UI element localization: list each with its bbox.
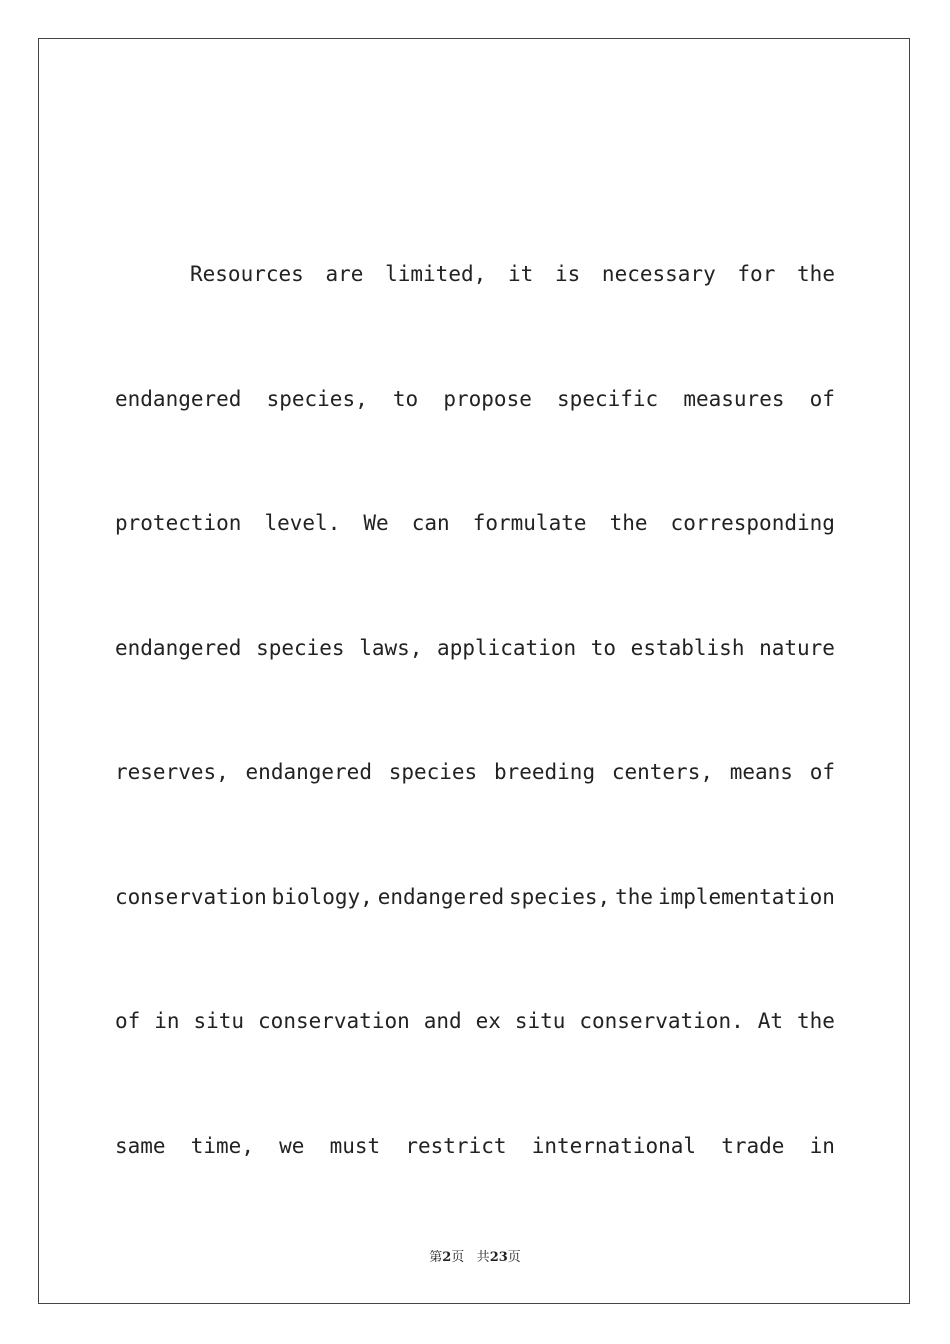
word: species xyxy=(388,760,478,784)
text-line xyxy=(115,633,835,663)
word: centers, xyxy=(611,760,713,784)
word: in xyxy=(809,1134,835,1158)
word: conservation xyxy=(115,885,267,909)
word: level. xyxy=(264,511,341,535)
word: conservation xyxy=(258,1009,410,1033)
footer-page-suffix: 页 xyxy=(451,1250,465,1265)
word: species, xyxy=(509,885,611,909)
word: endangered xyxy=(115,636,242,660)
text-line xyxy=(115,259,835,289)
word: and xyxy=(423,1009,462,1033)
footer-total-pages: 23 xyxy=(489,1250,508,1265)
text-line xyxy=(115,384,835,414)
word: of xyxy=(809,387,835,411)
footer-total-suffix: 页 xyxy=(507,1250,521,1265)
word: international xyxy=(531,1134,697,1158)
word: conservation. xyxy=(579,1009,744,1033)
word: are xyxy=(325,262,364,286)
word: formulate xyxy=(472,511,587,535)
word: trade xyxy=(721,1134,785,1158)
word: specific xyxy=(557,387,659,411)
footer-page-prefix: 第 xyxy=(429,1250,443,1265)
word: nature xyxy=(759,636,835,660)
word: means xyxy=(729,760,793,784)
word: must xyxy=(329,1134,381,1158)
word: ex xyxy=(475,1009,501,1033)
word: implementation xyxy=(657,885,835,909)
word: we xyxy=(279,1134,305,1158)
word: propose xyxy=(443,387,532,411)
text-line xyxy=(115,757,835,787)
word: biology, xyxy=(271,885,373,909)
word: same xyxy=(115,1134,166,1158)
word: can xyxy=(411,511,450,535)
word: species, xyxy=(266,387,368,411)
word: situ xyxy=(193,1009,245,1033)
word: species xyxy=(256,636,345,660)
word: endangered xyxy=(245,760,372,784)
word: breeding xyxy=(493,760,596,784)
text-line xyxy=(115,1006,835,1036)
word: measures xyxy=(683,387,785,411)
word: corresponding xyxy=(670,511,835,535)
word: Resources xyxy=(190,262,304,286)
page-border xyxy=(38,38,910,1304)
word: reserves, xyxy=(115,760,229,784)
word: endangered xyxy=(377,885,505,909)
word: in xyxy=(154,1009,180,1033)
word: for xyxy=(737,262,776,286)
page-footer xyxy=(0,1246,950,1265)
word: laws, xyxy=(359,636,423,660)
word: limited, xyxy=(385,262,487,286)
word: protection xyxy=(115,511,242,535)
word: to xyxy=(392,387,419,411)
footer-total-prefix: 共 xyxy=(476,1250,490,1265)
word: of xyxy=(115,1009,141,1033)
word: the xyxy=(797,262,835,286)
word: situ xyxy=(514,1009,566,1033)
text-line xyxy=(115,1131,835,1161)
footer-page-number: 2 xyxy=(442,1250,452,1265)
word: time, xyxy=(190,1134,254,1158)
word: application xyxy=(437,636,577,660)
word: necessary xyxy=(601,262,716,286)
word: At xyxy=(757,1009,783,1033)
word: to xyxy=(590,636,617,660)
word: We xyxy=(363,511,389,535)
word: of xyxy=(809,760,835,784)
word: it xyxy=(507,262,534,286)
word: the xyxy=(615,885,654,909)
word: is xyxy=(554,262,581,286)
word: establish xyxy=(630,636,745,660)
text-line xyxy=(115,508,835,538)
word: the xyxy=(796,1009,835,1033)
word: endangered xyxy=(115,387,242,411)
word: restrict xyxy=(405,1134,507,1158)
text-line xyxy=(115,882,835,912)
word: the xyxy=(609,511,648,535)
